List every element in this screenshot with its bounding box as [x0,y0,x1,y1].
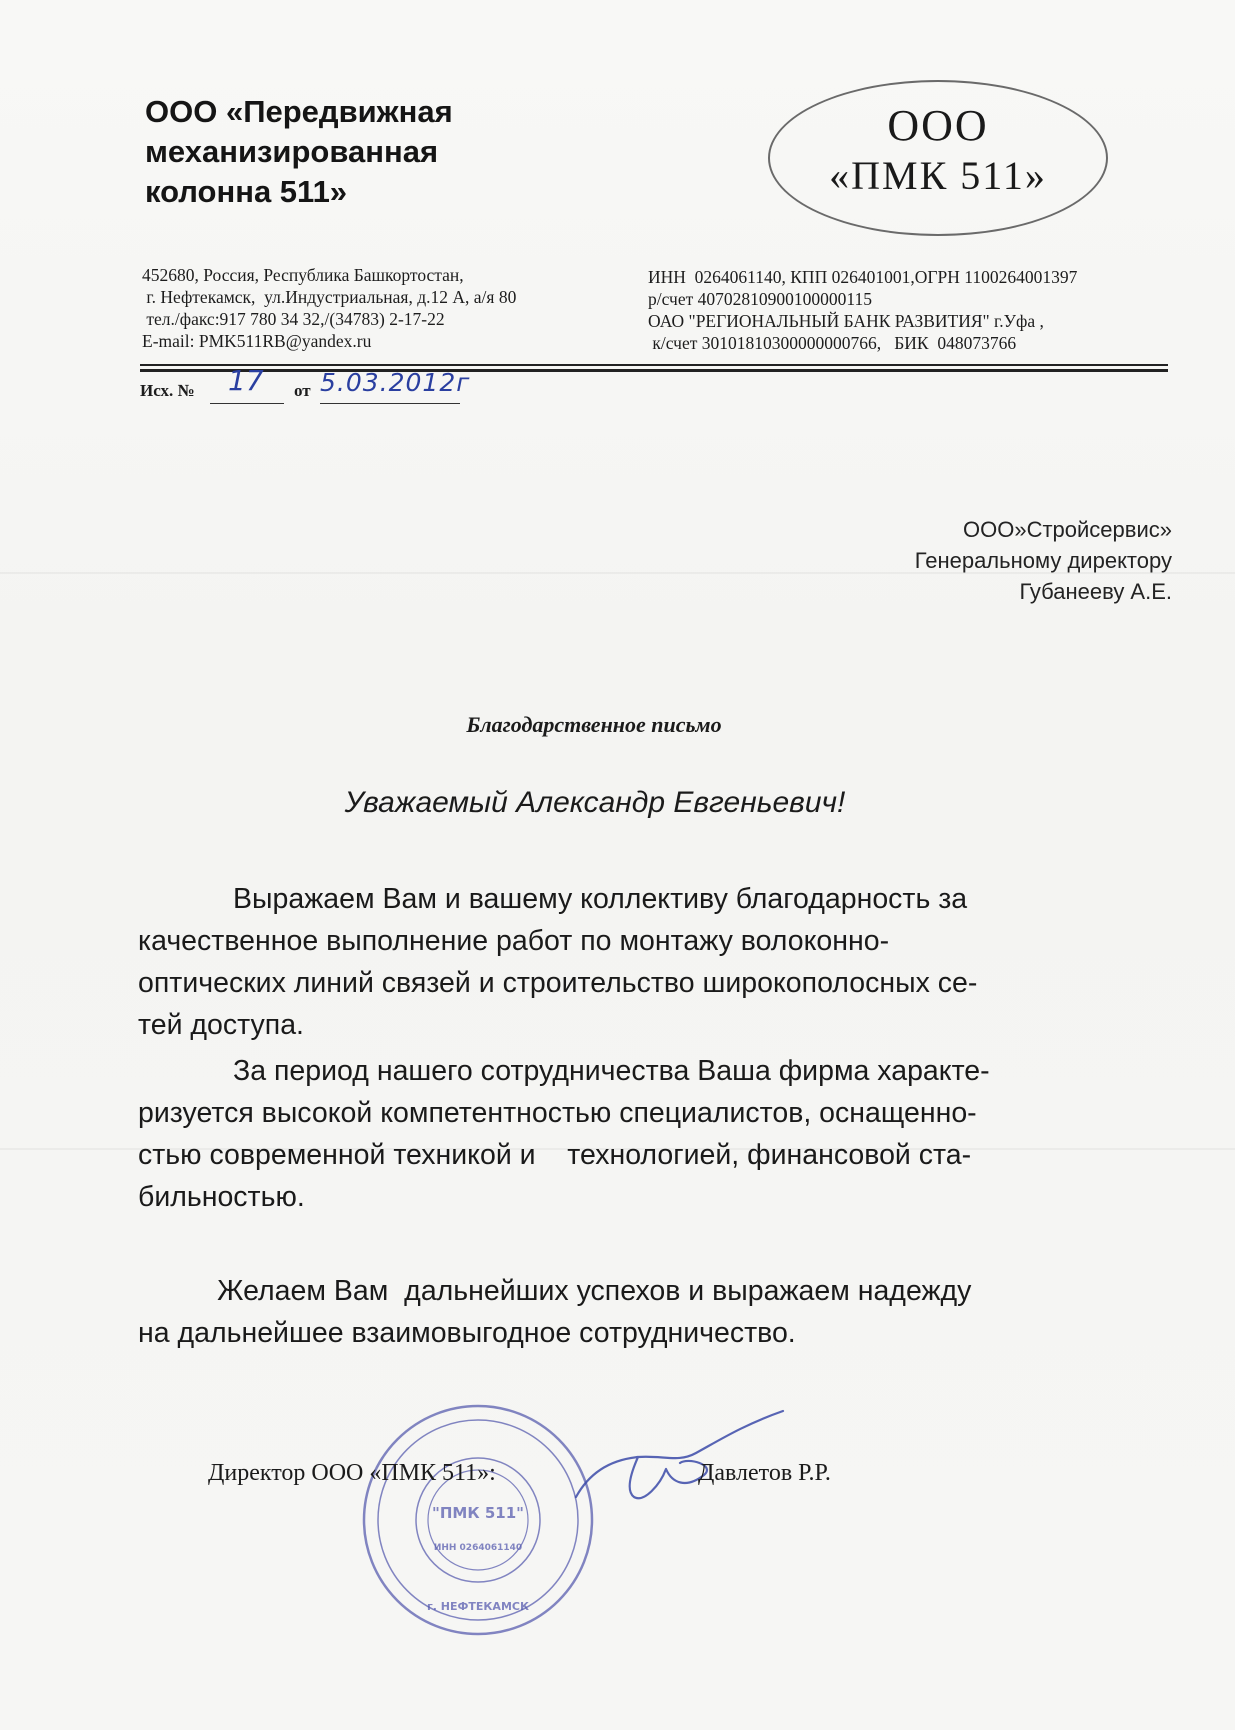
address-line: тел./факс:917 780 34 32,/(34783) 2-17-22 [142,309,445,329]
header-divider [140,364,1168,366]
body-line: бильностью. [138,1181,305,1213]
body-line: стью современной техникой и технологией, финансовой ста- [138,1139,972,1171]
date-underline [320,403,460,404]
stamp-inn-text: ИНН 0264061140 [433,1543,523,1553]
stamp-city-text: г. НЕФТЕКАМСК [427,1600,529,1613]
recipient-line: Генеральному директору [914,548,1172,573]
date-label: от [294,381,311,400]
paragraph-2 [138,1050,1163,1218]
body-line: на дальнейшее взаимовыгодное сотрудничество. [138,1317,796,1349]
letter-date: 5.03.2012г [320,368,471,397]
bank-line: к/счет 30101810300000000766, БИК 048073766 [648,333,1017,353]
signatory-name: Давлетов Р.Р. [698,1460,831,1486]
body-line: ризуется высокой компетентностью специалистов, оснащенно- [138,1097,977,1129]
paragraph-1 [138,878,1163,1046]
address-line: E-mail: PMK511RB@yandex.ru [142,331,372,351]
body-line: тей доступа. [138,1009,304,1041]
stamp-center-text: "ПМК 511" [432,1504,524,1522]
body-line: Выражаем Вам и вашему коллективу благодарность за [138,883,968,915]
outgoing-number: 17 [228,364,264,397]
bank-details [648,266,1077,354]
salutation: Уважаемый Александр Евгеньевич! [344,786,846,819]
recipient-block [915,514,1172,607]
company-name: ООО «Передвижная механизированная колонна 511» [145,94,453,209]
paragraph-3 [138,1270,1163,1354]
address-line: 452680, Россия, Республика Башкортостан, [142,265,464,285]
bank-line: р/счет 40702810900100000115 [648,289,872,309]
body-line: За период нашего сотрудничества Ваша фирма характе- [138,1055,990,1087]
header-divider-thick [140,369,1168,372]
body-line: качественное выполнение работ по монтажу волоконно- [138,925,890,957]
recipient-line: Губанееву А.Е. [1019,579,1172,604]
outgoing-number-label: Исх. № [140,381,195,400]
body-line: Желаем Вам дальнейших успехов и выражаем надежду [138,1275,972,1307]
bank-line: ОАО "РЕГИОНАЛЬНЫЙ БАНК РАЗВИТИЯ" г.Уфа , [648,311,1044,331]
logo-text-pmk: «ПМК 511» [829,153,1047,198]
company-seal-stamp [358,1400,598,1640]
signatory-position: Директор ООО «ПМК 511»: [208,1460,496,1486]
outgoing-number-underline [210,403,284,404]
body-line: оптических линий связей и строительство широкополосных се- [138,967,978,999]
bank-line: ИНН 0264061140, КПП 026401001,ОГРН 1100264001397 [648,267,1078,287]
recipient-line: ООО»Стройсервис» [963,517,1172,542]
document-title: Благодарственное письмо [466,712,722,737]
logo-text-ooo: ООО [887,101,989,150]
company-address [142,264,516,352]
address-line: г. Нефтекамск, ул.Индустриальная, д.12 А, а/я 80 [142,287,517,307]
